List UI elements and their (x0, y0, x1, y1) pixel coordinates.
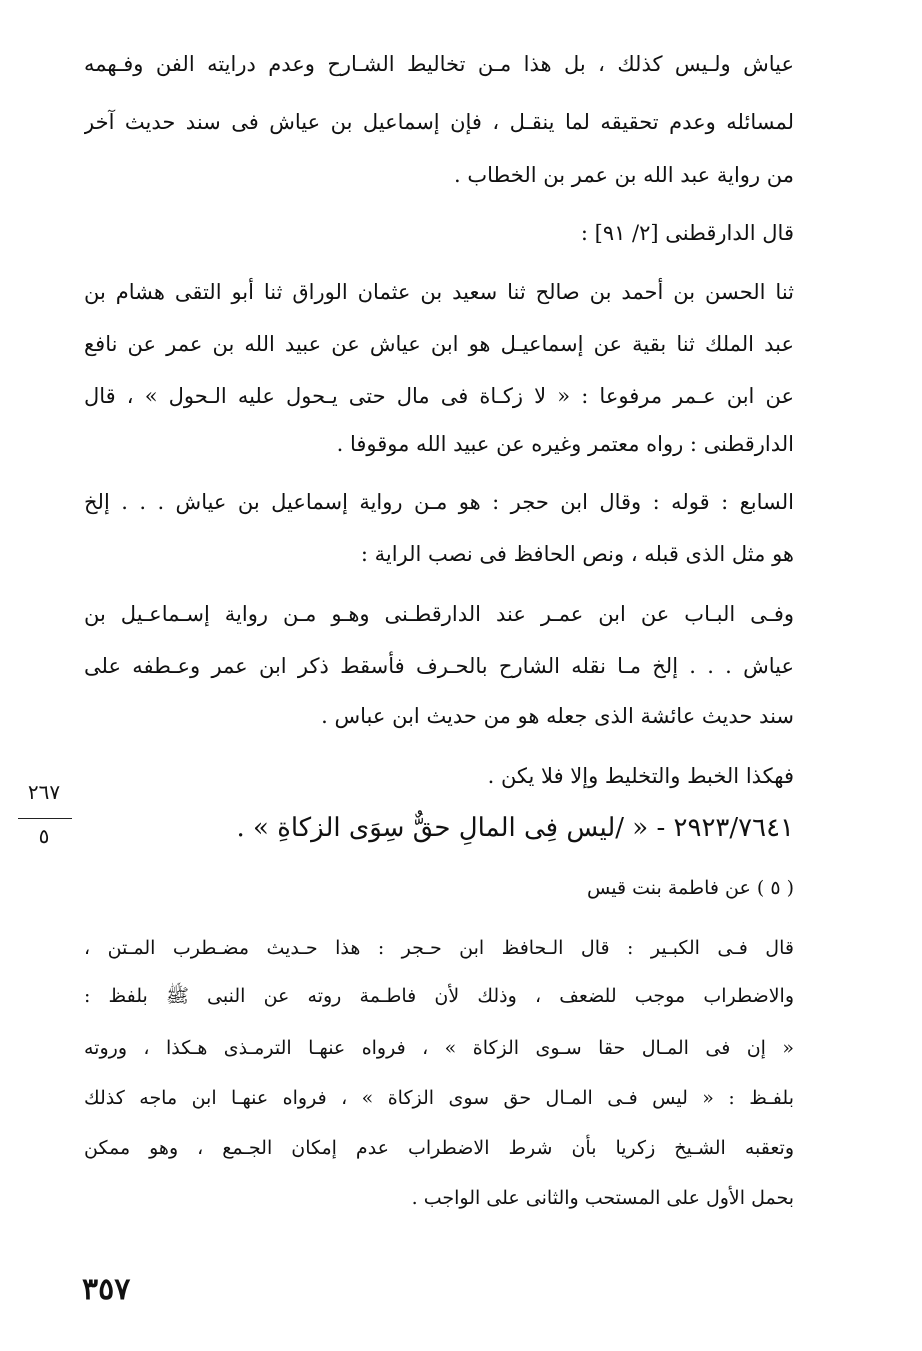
page-number: ٣٥٧ (82, 1272, 131, 1307)
body-line: هو مثل الذى قبله ، ونص الحافظ فى نصب الراية : (360, 542, 794, 566)
body-line: ثنا الحسن بن أحمد بن صالح ثنا سعيد بن عثمان الوراق ثنا أبو التقى هشام بن (84, 280, 794, 304)
body-line: وفـى البـاب عن ابن عمـر عند الدارقطـنى وهـو مـن رواية إسـماعـيل بن (84, 602, 794, 626)
footnote-line: بلفـظ : « ليس فـى المـال حق سوى الزكاة » ، فرواه عنهـا ابن ماجه كذلك (84, 1087, 794, 1109)
body-line: عن ابن عـمر مرفوعا : « لا زكـاة فى مال حتى يـحول عليه الـحول » ، قال (84, 384, 794, 408)
footnote-source: ( ٥ ) عن فاطمة بنت قيس (587, 877, 794, 899)
footnote-line: والاضطراب موجب للضعف ، وذلك لأن فاطـمة روته عن النبى ﷺ بلفظ : (84, 985, 794, 1007)
body-line: الدارقطنى : رواه معتمر وغيره عن عبيد الله موقوفا . (336, 432, 794, 456)
margin-footnote-mark: ٥ (38, 824, 50, 848)
body-line: عبد الملك ثنا بقية عن إسماعيـل هو ابن عياش عن عبيد الله بن عمر عن نافع (84, 332, 794, 356)
body-line: من رواية عبد الله بن عمر بن الخطاب . (454, 163, 794, 187)
body-line: سند حديث عائشة الذى جعله هو من حديث ابن عباس . (321, 704, 794, 728)
hadith-header: ٢٩٢٣/٧٦٤١ - « /ليس فِى المالِ حقٌّ سِوَى الزكاةِ » . (236, 813, 794, 843)
body-line: السابع : قوله : وقال ابن حجر : هو مـن رواية إسماعيل بن عياش . . . إلخ (84, 490, 794, 514)
footnote-line: وتعقبه الشـيخ زكريا بأن شرط الاضطراب عدم إمكان الجـمع ، وهو ممكن (84, 1137, 794, 1159)
margin-volume-page: ٢٦٧ (27, 780, 61, 804)
body-line: لمسائله وعدم تحقيقه لما ينقـل ، فإن إسماعيل بن عياش فى سند حديث آخر (84, 110, 794, 134)
footnote-line: « إن فى المـال حقا سـوى الزكاة » ، فرواه عنهـا الترمـذى هـكذا ، وروته (84, 1037, 794, 1059)
section-heading: قال الدارقطنى [٢/ ٩١] : (580, 221, 794, 245)
footnote-line: قال فـى الكبـير : قال الـحافظ ابن حـجر : هذا حـديث مضـطرب المـتن ، (84, 937, 794, 959)
body-line: عياش ولـيس كذلك ، بل هذا مـن تخاليط الشـارح وعدم درايته الفن وفـهمه (84, 52, 794, 76)
footnote-line: بحمل الأول على المستحب والثانى على الواجب . (411, 1187, 794, 1209)
body-line: فهكذا الخبط والتخليط وإلا فلا يكن . (487, 764, 794, 788)
body-line: عياش . . . إلخ مـا نقله الشارح بالحـرف فأسقط ذكر ابن عمر وعـطفه على (84, 654, 794, 678)
margin-divider (18, 818, 72, 819)
